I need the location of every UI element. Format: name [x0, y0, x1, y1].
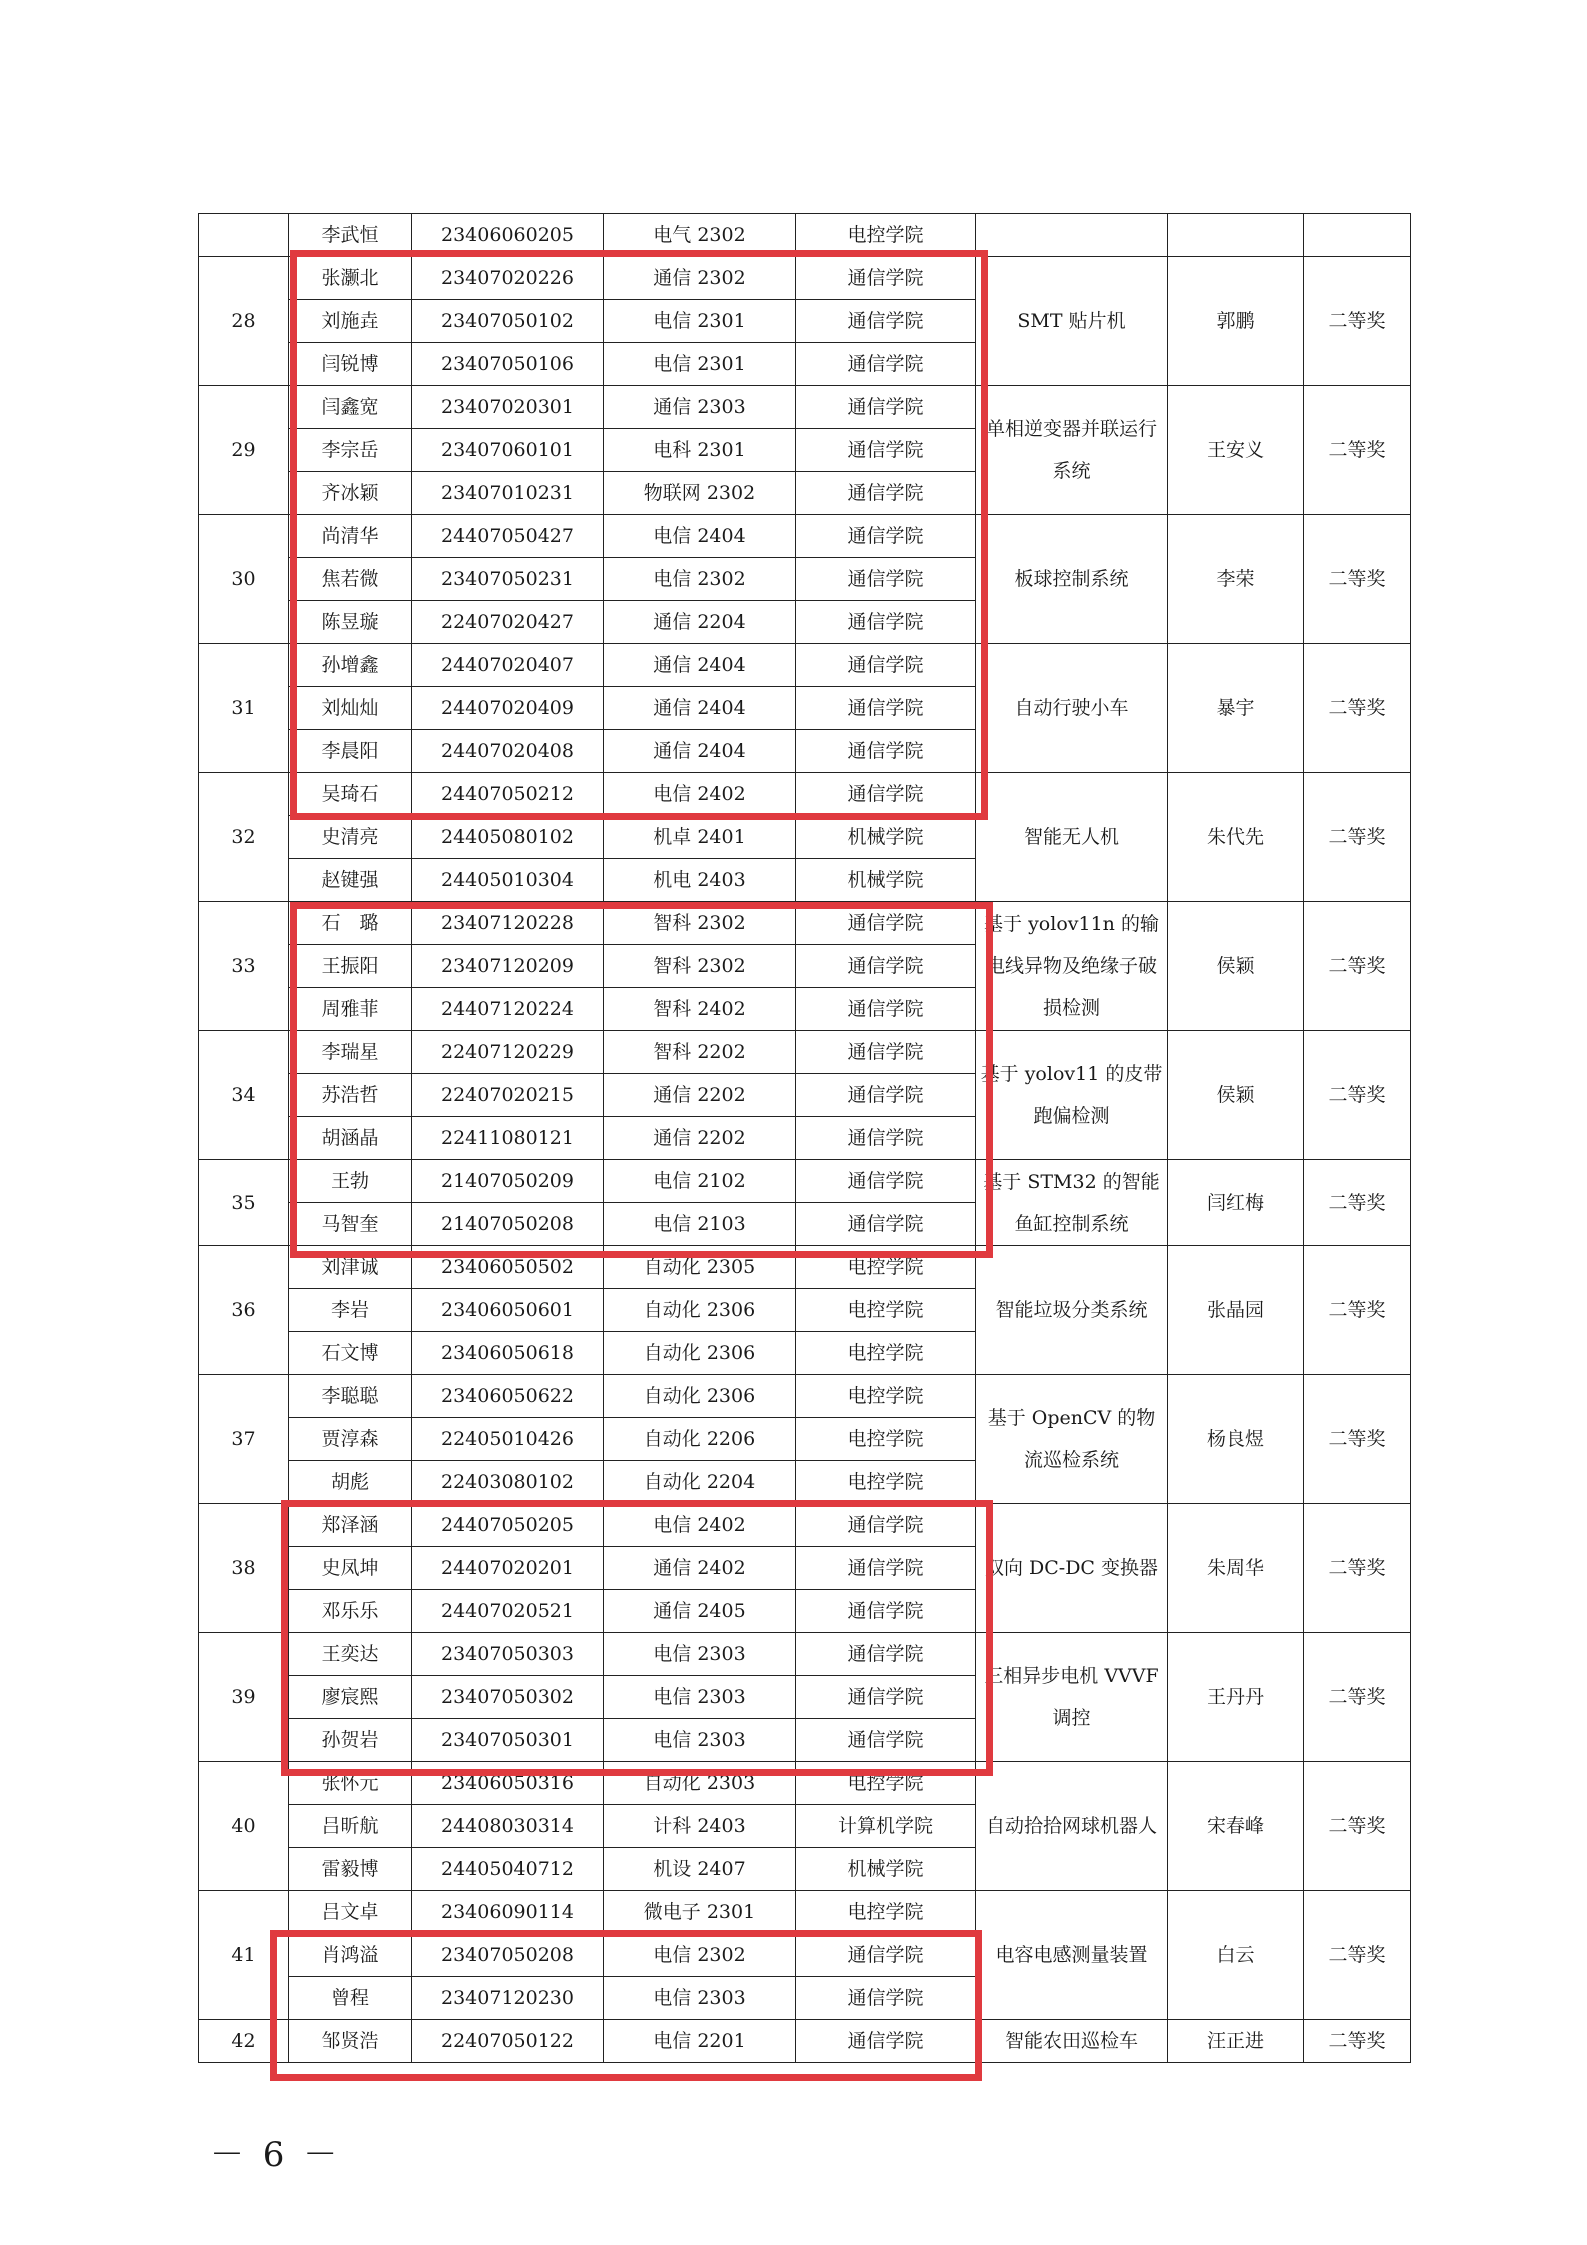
group-number: 39 — [199, 1633, 289, 1762]
group-number: 29 — [199, 386, 289, 515]
class-name: 自动化 2306 — [604, 1375, 796, 1418]
project-title: SMT 贴片机 — [976, 257, 1168, 386]
advisor-name: 郭鹏 — [1168, 257, 1304, 386]
college-name: 通信学院 — [796, 1504, 976, 1547]
student-name: 刘施垚 — [289, 300, 412, 343]
college-name: 电控学院 — [796, 1891, 976, 1934]
advisor-name: 朱周华 — [1168, 1504, 1304, 1633]
student-id: 23406050502 — [412, 1246, 604, 1289]
college-name: 通信学院 — [796, 773, 976, 816]
college-name: 通信学院 — [796, 515, 976, 558]
student-id: 22407020427 — [412, 601, 604, 644]
student-name: 李宗岳 — [289, 429, 412, 472]
college-name: 通信学院 — [796, 1977, 976, 2020]
class-name: 电信 2302 — [604, 1934, 796, 1977]
college-name: 通信学院 — [796, 730, 976, 773]
student-name: 闫锐博 — [289, 343, 412, 386]
student-id: 22407050122 — [412, 2020, 604, 2063]
student-id: 24405040712 — [412, 1848, 604, 1891]
student-name: 史凤坤 — [289, 1547, 412, 1590]
project-title: 智能垃圾分类系统 — [976, 1246, 1168, 1375]
table-row — [199, 902, 1411, 945]
award-level: 二等奖 — [1304, 257, 1411, 386]
college-name: 通信学院 — [796, 1633, 976, 1676]
student-id: 23406090114 — [412, 1891, 604, 1934]
student-id: 22403080102 — [412, 1461, 604, 1504]
class-name: 计科 2403 — [604, 1805, 796, 1848]
class-name: 通信 2204 — [604, 601, 796, 644]
college-name: 电控学院 — [796, 214, 976, 257]
award-level: 二等奖 — [1304, 1762, 1411, 1891]
student-id: 23407120230 — [412, 1977, 604, 2020]
project-title — [976, 214, 1168, 257]
project-title: 电容电感测量装置 — [976, 1891, 1168, 2020]
student-name: 曾程 — [289, 1977, 412, 2020]
group-number: 32 — [199, 773, 289, 902]
student-name: 王奕达 — [289, 1633, 412, 1676]
student-name: 李岩 — [289, 1289, 412, 1332]
student-id: 24405010304 — [412, 859, 604, 902]
student-id: 23407120228 — [412, 902, 604, 945]
college-name: 机械学院 — [796, 1848, 976, 1891]
class-name: 机设 2407 — [604, 1848, 796, 1891]
advisor-name: 李荣 — [1168, 515, 1304, 644]
class-name: 通信 2303 — [604, 386, 796, 429]
college-name: 电控学院 — [796, 1762, 976, 1805]
class-name: 电信 2303 — [604, 1719, 796, 1762]
award-level: 二等奖 — [1304, 1504, 1411, 1633]
group-number: 34 — [199, 1031, 289, 1160]
class-name: 智科 2302 — [604, 945, 796, 988]
student-name: 贾淳森 — [289, 1418, 412, 1461]
student-id: 24407050205 — [412, 1504, 604, 1547]
project-title: 智能农田巡检车 — [976, 2020, 1168, 2063]
student-name: 胡涵晶 — [289, 1117, 412, 1160]
award-level: 二等奖 — [1304, 1246, 1411, 1375]
student-name: 马智奎 — [289, 1203, 412, 1246]
student-name: 孙贺岩 — [289, 1719, 412, 1762]
student-name: 肖鸿溢 — [289, 1934, 412, 1977]
class-name: 微电子 2301 — [604, 1891, 796, 1934]
advisor-name: 闫红梅 — [1168, 1160, 1304, 1246]
student-name: 苏浩哲 — [289, 1074, 412, 1117]
student-id: 22411080121 — [412, 1117, 604, 1160]
student-id: 23407050208 — [412, 1934, 604, 1977]
table-row — [199, 386, 1411, 429]
table-row — [199, 1633, 1411, 1676]
table-row — [199, 257, 1411, 300]
class-name: 智科 2302 — [604, 902, 796, 945]
award-level: 二等奖 — [1304, 902, 1411, 1031]
advisor-name: 侯颖 — [1168, 902, 1304, 1031]
college-name: 通信学院 — [796, 386, 976, 429]
award-level — [1304, 214, 1411, 257]
student-id: 22405010426 — [412, 1418, 604, 1461]
class-name: 通信 2405 — [604, 1590, 796, 1633]
student-name: 吴琦石 — [289, 773, 412, 816]
college-name: 电控学院 — [796, 1375, 976, 1418]
student-name: 陈昱璇 — [289, 601, 412, 644]
college-name: 通信学院 — [796, 988, 976, 1031]
student-name: 周雅菲 — [289, 988, 412, 1031]
project-title: 基于 yolov11 的皮带跑偏检测 — [976, 1031, 1168, 1160]
student-id: 21407050208 — [412, 1203, 604, 1246]
student-id: 24407020409 — [412, 687, 604, 730]
class-name: 通信 2402 — [604, 1547, 796, 1590]
advisor-name: 暴宇 — [1168, 644, 1304, 773]
student-name: 石 璐 — [289, 902, 412, 945]
project-title: 三相异步电机 VVVF 调控 — [976, 1633, 1168, 1762]
table-row — [199, 644, 1411, 687]
student-id: 23407020226 — [412, 257, 604, 300]
project-title: 基于 OpenCV 的物流巡检系统 — [976, 1375, 1168, 1504]
group-number: 37 — [199, 1375, 289, 1504]
class-name: 通信 2404 — [604, 730, 796, 773]
table-row — [199, 1762, 1411, 1805]
class-name: 自动化 2306 — [604, 1289, 796, 1332]
class-name: 智科 2202 — [604, 1031, 796, 1074]
award-level: 二等奖 — [1304, 644, 1411, 773]
group-number: 41 — [199, 1891, 289, 2020]
student-name: 郑泽涵 — [289, 1504, 412, 1547]
project-title: 板球控制系统 — [976, 515, 1168, 644]
class-name: 电信 2301 — [604, 343, 796, 386]
student-name: 孙增鑫 — [289, 644, 412, 687]
student-id: 23407120209 — [412, 945, 604, 988]
student-name: 王勃 — [289, 1160, 412, 1203]
student-id: 24408030314 — [412, 1805, 604, 1848]
award-level: 二等奖 — [1304, 773, 1411, 902]
college-name: 电控学院 — [796, 1461, 976, 1504]
award-level: 二等奖 — [1304, 1891, 1411, 2020]
student-name: 焦若微 — [289, 558, 412, 601]
student-name: 邹贤浩 — [289, 2020, 412, 2063]
student-id: 23407050303 — [412, 1633, 604, 1676]
project-title: 基于 yolov11n 的输电线异物及绝缘子破损检测 — [976, 902, 1168, 1031]
student-name: 李瑞星 — [289, 1031, 412, 1074]
student-name: 齐冰颖 — [289, 472, 412, 515]
class-name: 机卓 2401 — [604, 816, 796, 859]
advisor-name: 张晶园 — [1168, 1246, 1304, 1375]
student-id: 24405080102 — [412, 816, 604, 859]
advisor-name: 王丹丹 — [1168, 1633, 1304, 1762]
table-row — [199, 1160, 1411, 1203]
student-id: 23407050231 — [412, 558, 604, 601]
college-name: 电控学院 — [796, 1418, 976, 1461]
student-name: 胡彪 — [289, 1461, 412, 1504]
class-name: 智科 2402 — [604, 988, 796, 1031]
group-number: 35 — [199, 1160, 289, 1246]
student-name: 尚清华 — [289, 515, 412, 558]
college-name: 通信学院 — [796, 1547, 976, 1590]
college-name: 电控学院 — [796, 1332, 976, 1375]
student-name: 吕文卓 — [289, 1891, 412, 1934]
college-name: 通信学院 — [796, 902, 976, 945]
group-number: 33 — [199, 902, 289, 1031]
college-name: 计算机学院 — [796, 1805, 976, 1848]
table-row — [199, 2020, 1411, 2063]
college-name: 机械学院 — [796, 816, 976, 859]
student-id: 21407050209 — [412, 1160, 604, 1203]
table-row — [199, 515, 1411, 558]
advisor-name: 朱代先 — [1168, 773, 1304, 902]
class-name: 机电 2403 — [604, 859, 796, 902]
class-name: 电信 2402 — [604, 1504, 796, 1547]
class-name: 电信 2102 — [604, 1160, 796, 1203]
student-name: 石文博 — [289, 1332, 412, 1375]
college-name: 通信学院 — [796, 2020, 976, 2063]
college-name: 通信学院 — [796, 257, 976, 300]
class-name: 自动化 2306 — [604, 1332, 796, 1375]
class-name: 电信 2303 — [604, 1633, 796, 1676]
college-name: 通信学院 — [796, 1590, 976, 1633]
group-number: 42 — [199, 2020, 289, 2063]
student-id: 24407020201 — [412, 1547, 604, 1590]
project-title: 智能无人机 — [976, 773, 1168, 902]
award-level: 二等奖 — [1304, 1031, 1411, 1160]
student-id: 23407010231 — [412, 472, 604, 515]
student-name: 邓乐乐 — [289, 1590, 412, 1633]
student-id: 23407050302 — [412, 1676, 604, 1719]
student-id: 23406050601 — [412, 1289, 604, 1332]
student-id: 23407050106 — [412, 343, 604, 386]
page-number: － 6 － — [210, 2135, 342, 2175]
table-row — [199, 1246, 1411, 1289]
class-name: 电信 2302 — [604, 558, 796, 601]
project-title: 自动拾拾网球机器人 — [976, 1762, 1168, 1891]
student-id: 23407050301 — [412, 1719, 604, 1762]
college-name: 通信学院 — [796, 472, 976, 515]
class-name: 电信 2402 — [604, 773, 796, 816]
project-title: 双向 DC-DC 变换器 — [976, 1504, 1168, 1633]
class-name: 电信 2303 — [604, 1977, 796, 2020]
college-name: 通信学院 — [796, 601, 976, 644]
award-level: 二等奖 — [1304, 515, 1411, 644]
college-name: 电控学院 — [796, 1289, 976, 1332]
college-name: 通信学院 — [796, 644, 976, 687]
student-id: 24407020521 — [412, 1590, 604, 1633]
advisor-name — [1168, 214, 1304, 257]
advisor-name: 宋春峰 — [1168, 1762, 1304, 1891]
award-level: 二等奖 — [1304, 2020, 1411, 2063]
advisor-name: 汪正进 — [1168, 2020, 1304, 2063]
student-id: 23406050618 — [412, 1332, 604, 1375]
group-number: 36 — [199, 1246, 289, 1375]
advisor-name: 侯颖 — [1168, 1031, 1304, 1160]
student-id: 22407020215 — [412, 1074, 604, 1117]
class-name: 电气 2302 — [604, 214, 796, 257]
student-id: 24407050427 — [412, 515, 604, 558]
project-title: 基于 STM32 的智能鱼缸控制系统 — [976, 1160, 1168, 1246]
award-table-body — [199, 214, 1411, 2063]
class-name: 通信 2302 — [604, 257, 796, 300]
class-name: 通信 2202 — [604, 1074, 796, 1117]
student-name: 刘津诚 — [289, 1246, 412, 1289]
group-number: 31 — [199, 644, 289, 773]
award-level: 二等奖 — [1304, 1375, 1411, 1504]
class-name: 电科 2301 — [604, 429, 796, 472]
table-row — [199, 773, 1411, 816]
table-row — [199, 1375, 1411, 1418]
college-name: 通信学院 — [796, 945, 976, 988]
class-name: 电信 2301 — [604, 300, 796, 343]
advisor-name: 杨良煜 — [1168, 1375, 1304, 1504]
advisor-name: 王安义 — [1168, 386, 1304, 515]
college-name: 机械学院 — [796, 859, 976, 902]
class-name: 自动化 2204 — [604, 1461, 796, 1504]
student-name: 吕昕航 — [289, 1805, 412, 1848]
student-id: 23407050102 — [412, 300, 604, 343]
college-name: 通信学院 — [796, 1160, 976, 1203]
student-name: 赵键强 — [289, 859, 412, 902]
college-name: 通信学院 — [796, 1203, 976, 1246]
class-name: 自动化 2303 — [604, 1762, 796, 1805]
class-name: 通信 2202 — [604, 1117, 796, 1160]
class-name: 通信 2404 — [604, 687, 796, 730]
award-list-table — [198, 213, 1411, 2063]
group-number — [199, 214, 289, 257]
class-name: 自动化 2305 — [604, 1246, 796, 1289]
student-name: 闫鑫宽 — [289, 386, 412, 429]
student-id: 23406050316 — [412, 1762, 604, 1805]
college-name: 通信学院 — [796, 1719, 976, 1762]
student-id: 24407120224 — [412, 988, 604, 1031]
group-number: 40 — [199, 1762, 289, 1891]
advisor-name: 白云 — [1168, 1891, 1304, 2020]
college-name: 通信学院 — [796, 1934, 976, 1977]
table-row — [199, 214, 1411, 257]
project-title: 自动行驶小车 — [976, 644, 1168, 773]
award-level: 二等奖 — [1304, 1160, 1411, 1246]
college-name: 通信学院 — [796, 687, 976, 730]
award-level: 二等奖 — [1304, 1633, 1411, 1762]
student-id: 24407020408 — [412, 730, 604, 773]
student-id: 23406060205 — [412, 214, 604, 257]
college-name: 通信学院 — [796, 1676, 976, 1719]
class-name: 自动化 2206 — [604, 1418, 796, 1461]
student-name: 张怀元 — [289, 1762, 412, 1805]
student-name: 廖宸熙 — [289, 1676, 412, 1719]
student-id: 22407120229 — [412, 1031, 604, 1074]
college-name: 通信学院 — [796, 1117, 976, 1160]
project-title: 单相逆变器并联运行系统 — [976, 386, 1168, 515]
group-number: 30 — [199, 515, 289, 644]
student-id: 24407050212 — [412, 773, 604, 816]
student-id: 23407020301 — [412, 386, 604, 429]
college-name: 通信学院 — [796, 300, 976, 343]
student-name: 李晨阳 — [289, 730, 412, 773]
college-name: 通信学院 — [796, 558, 976, 601]
class-name: 电信 2303 — [604, 1676, 796, 1719]
student-name: 张灏北 — [289, 257, 412, 300]
class-name: 通信 2404 — [604, 644, 796, 687]
college-name: 通信学院 — [796, 1074, 976, 1117]
college-name: 电控学院 — [796, 1246, 976, 1289]
student-id: 23407060101 — [412, 429, 604, 472]
table-row — [199, 1891, 1411, 1934]
college-name: 通信学院 — [796, 429, 976, 472]
student-id: 23406050622 — [412, 1375, 604, 1418]
group-number: 38 — [199, 1504, 289, 1633]
college-name: 通信学院 — [796, 343, 976, 386]
student-name: 雷毅博 — [289, 1848, 412, 1891]
table-row — [199, 1504, 1411, 1547]
award-level: 二等奖 — [1304, 386, 1411, 515]
class-name: 电信 2103 — [604, 1203, 796, 1246]
student-name: 刘灿灿 — [289, 687, 412, 730]
table-row — [199, 1031, 1411, 1074]
student-name: 史清亮 — [289, 816, 412, 859]
student-id: 24407020407 — [412, 644, 604, 687]
class-name: 电信 2404 — [604, 515, 796, 558]
class-name: 电信 2201 — [604, 2020, 796, 2063]
student-name: 李武恒 — [289, 214, 412, 257]
group-number: 28 — [199, 257, 289, 386]
class-name: 物联网 2302 — [604, 472, 796, 515]
college-name: 通信学院 — [796, 1031, 976, 1074]
student-name: 王振阳 — [289, 945, 412, 988]
student-name: 李聪聪 — [289, 1375, 412, 1418]
